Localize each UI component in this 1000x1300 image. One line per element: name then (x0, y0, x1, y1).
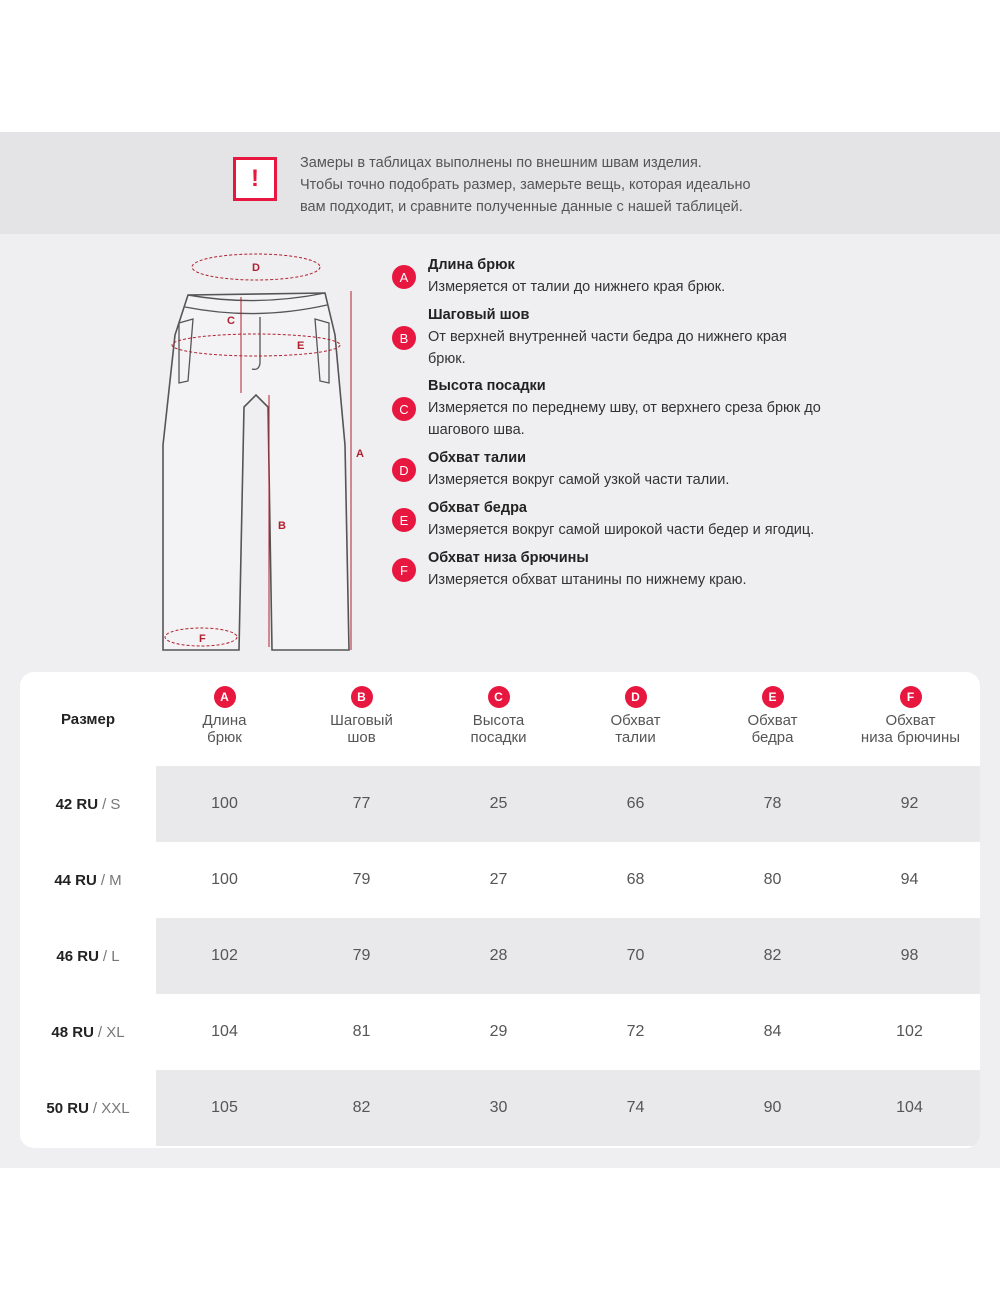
size-intl: / L (102, 947, 120, 965)
size-ru: 44 RU (54, 871, 97, 889)
value-cell: 68 (626, 871, 645, 888)
label-e: E (297, 340, 305, 352)
badge-b: B (392, 326, 416, 350)
legend-desc: Измеряется вокруг самой широкой части бедер и ягодиц. (428, 522, 815, 538)
label-a: A (356, 448, 364, 460)
header-label: Обхват (885, 712, 936, 729)
column-header-e (704, 672, 841, 766)
size-ru: 42 RU (55, 795, 99, 813)
legend-desc: Измеряется по переднему шву, от верхнего среза брюк до (428, 400, 821, 416)
size-column-header: Размер (60, 710, 116, 728)
size-intl: / XXL (92, 1099, 130, 1117)
measurement-legend (392, 254, 872, 597)
badge-e: E (762, 686, 784, 708)
size-cell (20, 842, 156, 918)
size-ru: 50 RU (46, 1099, 89, 1117)
column-header-a (156, 672, 293, 766)
badge-f: F (392, 558, 416, 582)
column-header-c (430, 672, 567, 766)
legend-item (392, 497, 872, 547)
exclamation-icon: ! (233, 157, 277, 201)
label-f: F (199, 633, 206, 645)
header-label: Шаговый (330, 712, 393, 729)
size-intl: / M (100, 871, 122, 889)
legend-item (392, 304, 872, 375)
badge-a: A (392, 265, 416, 289)
size-intl: / XL (97, 1023, 125, 1041)
notice-line: Чтобы точно подобрать размер, замерьте вещь, которая идеально (300, 177, 751, 193)
legend-item (392, 375, 872, 447)
badge-c: C (488, 686, 510, 708)
label-b: B (278, 520, 286, 532)
header-label: посадки (470, 729, 527, 746)
badge-f: F (900, 686, 922, 708)
value-cell: 29 (489, 1023, 508, 1040)
value-cell: 79 (352, 947, 371, 964)
label-c: C (227, 315, 235, 327)
badge-e: E (392, 508, 416, 532)
legend-title: Длина брюк (428, 257, 515, 273)
legend-item (392, 547, 872, 597)
value-cell: 94 (900, 871, 919, 888)
column-header-b (293, 672, 430, 766)
legend-title: Шаговый шов (428, 307, 530, 323)
trousers-illustration (155, 245, 375, 665)
label-d: D (252, 262, 260, 274)
value-cell: 27 (489, 871, 508, 888)
value-cell: 105 (211, 1099, 238, 1116)
notice-line: вам подходит, и сравните полученные данные с нашей таблицей. (300, 199, 743, 215)
header-label: бедра (751, 729, 794, 746)
value-cell: 80 (763, 871, 782, 888)
value-cell: 74 (626, 1099, 645, 1116)
value-cell: 28 (489, 947, 508, 964)
badge-d: D (392, 458, 416, 482)
table-row (20, 1070, 980, 1146)
size-intl: / S (102, 795, 121, 813)
legend-desc: шагового шва. (428, 422, 525, 438)
header-label: Обхват (610, 712, 661, 729)
table-row (20, 842, 980, 918)
value-cell: 84 (763, 1023, 782, 1040)
header-label: талии (615, 729, 656, 746)
value-cell: 104 (896, 1099, 923, 1116)
badge-d: D (625, 686, 647, 708)
value-cell: 72 (626, 1023, 645, 1040)
badge-b: B (351, 686, 373, 708)
value-cell: 100 (211, 795, 238, 812)
legend-title: Обхват бедра (428, 500, 528, 516)
legend-title: Обхват низа брючины (428, 550, 589, 566)
header-label: шов (347, 729, 376, 746)
table-row (20, 994, 980, 1070)
value-cell: 25 (489, 795, 508, 812)
table-row (20, 918, 980, 994)
legend-desc: От верхней внутренней части бедра до нижнего края (428, 329, 787, 345)
column-header-f (841, 672, 980, 766)
size-cell (20, 1070, 156, 1146)
legend-item (392, 447, 872, 497)
value-cell: 70 (626, 947, 645, 964)
size-ru: 48 RU (51, 1023, 94, 1041)
legend-desc: Измеряется обхват штанины по нижнему краю. (428, 572, 747, 588)
value-cell: 92 (900, 795, 919, 812)
value-cell: 104 (211, 1023, 238, 1040)
value-cell: 66 (626, 795, 645, 812)
header-label: Длина (202, 712, 247, 729)
legend-item (392, 254, 872, 304)
header-label: брюк (207, 729, 242, 746)
header-label: Обхват (747, 712, 798, 729)
value-cell: 90 (763, 1099, 782, 1116)
legend-title: Высота посадки (428, 378, 546, 394)
table-row (20, 766, 980, 842)
legend-desc: брюк. (428, 351, 466, 367)
legend-desc: Измеряется от талии до нижнего края брюк. (428, 279, 726, 295)
value-cell: 82 (763, 947, 782, 964)
size-cell (20, 766, 156, 842)
badge-c: C (392, 397, 416, 421)
size-table (20, 672, 980, 1148)
value-cell: 77 (352, 795, 371, 812)
value-cell: 82 (352, 1099, 371, 1116)
legend-title: Обхват талии (428, 450, 527, 466)
size-cell (20, 918, 156, 994)
trousers-diagram (155, 245, 375, 670)
legend-desc: Измеряется вокруг самой узкой части талии. (428, 472, 730, 488)
badge-a: A (214, 686, 236, 708)
value-cell: 102 (211, 947, 238, 964)
notice-line: Замеры в таблицах выполнены по внешним швам изделия. (300, 155, 702, 171)
value-cell: 30 (489, 1099, 508, 1116)
header-label: Высота (472, 712, 525, 729)
value-cell: 102 (896, 1023, 923, 1040)
column-header-d (567, 672, 704, 766)
value-cell: 78 (763, 795, 782, 812)
value-cell: 81 (352, 1023, 371, 1040)
value-cell: 98 (900, 947, 919, 964)
notice-text (300, 152, 820, 218)
size-cell (20, 994, 156, 1070)
value-cell: 79 (352, 871, 371, 888)
size-ru: 46 RU (56, 947, 99, 965)
header-label: низа брючины (860, 729, 961, 746)
value-cell: 100 (211, 871, 238, 888)
